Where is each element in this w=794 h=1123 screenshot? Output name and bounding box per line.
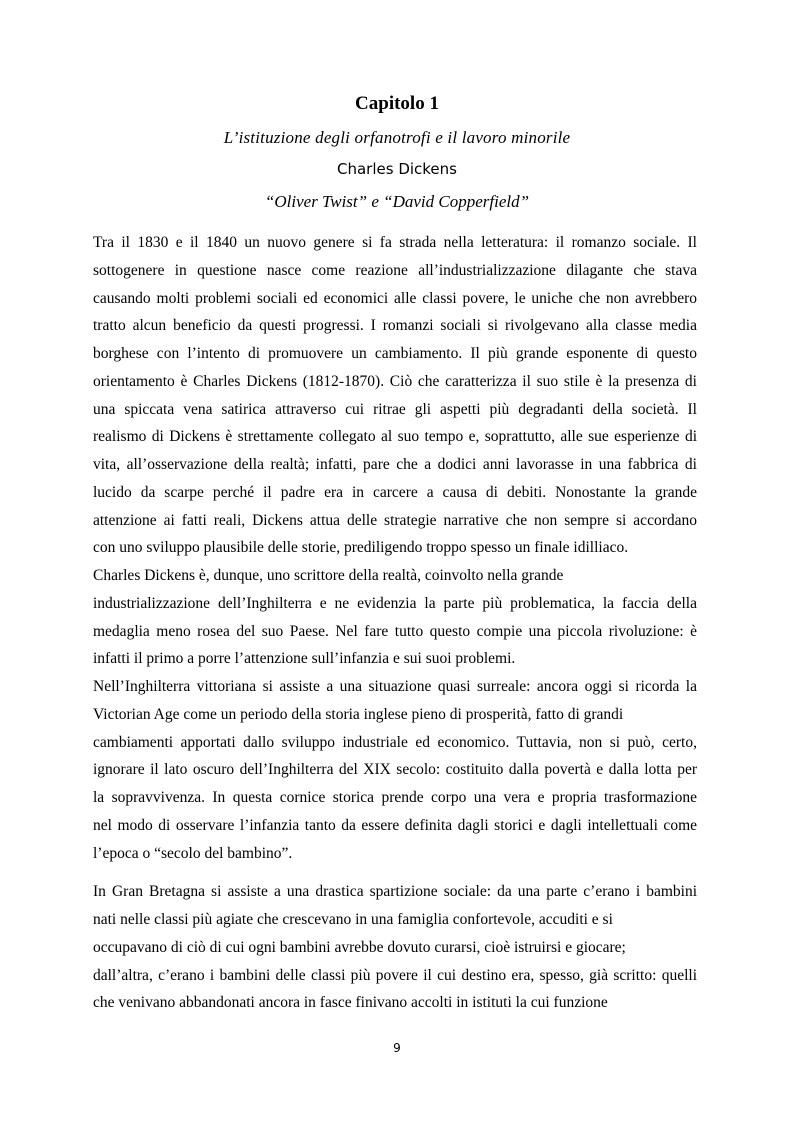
body-line: medaglia meno rosea del suo Paese. Nel fare tutto questo compie una piccola rivoluzione: è xyxy=(93,623,697,640)
body-line: Nell’Inghilterra vittoriana si assiste a una situazione quasi surreale: ancora oggi si ricorda la xyxy=(93,678,697,695)
body-line: cambiamenti apportati dallo sviluppo industriale ed economico. Tuttavia, non si può, certo, xyxy=(93,734,697,751)
body-line: con uno sviluppo plausibile delle storie, prediligendo troppo spesso un finale idilliaco. xyxy=(93,539,629,556)
body-line: ignorare il lato oscuro dell’Inghilterra del XIX secolo: costituito dalla povertà e dalla lotta per xyxy=(93,761,697,778)
body-line: attenzione ai fatti reali, Dickens attua delle strategie narrative che non sempre si accordano xyxy=(93,512,697,529)
body-line: che venivano abbandonati ancora in fasce finivano accolti in istituti la cui funzione xyxy=(93,994,608,1011)
body-line: tratto alcun beneficio da questi progressi. I romanzi sociali si rivolgevano alla classe media xyxy=(93,317,697,334)
body-line: Victorian Age come un periodo della storia inglese pieno di prosperità, fatto di grandi xyxy=(93,706,624,723)
body-line: In Gran Bretagna si assiste a una drastica spartizione sociale: da una parte c’erano i bambini xyxy=(93,883,697,900)
body-line: vita, all’osservazione della realtà; infatti, pare che a dodici anni lavorasse in una fabbrica di xyxy=(93,456,697,473)
chapter-subtitle: L’istituzione degli orfanotrofi e il lavoro minorile xyxy=(223,128,571,147)
page-number: 9 xyxy=(393,1041,401,1055)
body-line: lucido da scarpe perché il padre era in carcere a causa di debiti. Nonostante la grande xyxy=(93,484,697,501)
body-line: occupavano di ciò di cui ogni bambini avrebbe dovuto curarsi, cioè istruirsi e giocare; xyxy=(93,939,626,956)
body-line: nel modo di osservare l’infanzia tanto da essere definita dagli storici e dagli intellettuali come xyxy=(93,817,697,834)
body-line: dall’altra, c’erano i bambini delle classi più povere il cui destino era, spesso, già scritto: quelli xyxy=(93,967,697,984)
body-line: la sopravvivenza. In questa cornice storica prende corpo una vera e propria trasformazione xyxy=(93,789,697,806)
body-line: nati nelle classi più agiate che crescevano in una famiglia confortevole, accuditi e si xyxy=(93,911,613,928)
body-line: realismo di Dickens è strettamente collegato al suo tempo e, soprattutto, alle sue esperienze di xyxy=(93,428,697,445)
body-line: sottogenere in questione nasce come reazione all’industrializzazione dilagante che stava xyxy=(93,262,697,279)
body-line: Charles Dickens è, dunque, uno scrittore della realtà, coinvolto nella grande xyxy=(93,567,564,584)
body-line: causando molti problemi sociali ed economici alle classi povere, le uniche che non avrebbero xyxy=(93,290,697,307)
body-line: borghese con l’intento di promuovere un cambiamento. Il più grande esponente di questo xyxy=(93,345,697,362)
body-line: orientamento è Charles Dickens (1812-1870). Ciò che caratterizza il suo stile è la presenza di xyxy=(93,373,697,390)
chapter-title: Capitolo 1 xyxy=(355,93,439,114)
body-line: l’epoca o “secolo del bambino”. xyxy=(93,845,293,862)
body-line: Tra il 1830 e il 1840 un nuovo genere si fa strada nella letteratura: il romanzo sociale. Il xyxy=(93,234,697,251)
author-name: Charles Dickens xyxy=(337,160,457,178)
body-line: industrializzazione dell’Inghilterra e ne evidenzia la parte più problematica, la faccia della xyxy=(93,595,697,612)
works-title: “Oliver Twist” e “David Copperfield” xyxy=(264,192,530,211)
body-line: una spiccata vena satirica attraverso cui ritrae gli aspetti più degradanti della società. Il xyxy=(93,401,697,418)
body-line: infatti il primo a porre l’attenzione sull’infanzia e sui suoi problemi. xyxy=(93,650,516,667)
